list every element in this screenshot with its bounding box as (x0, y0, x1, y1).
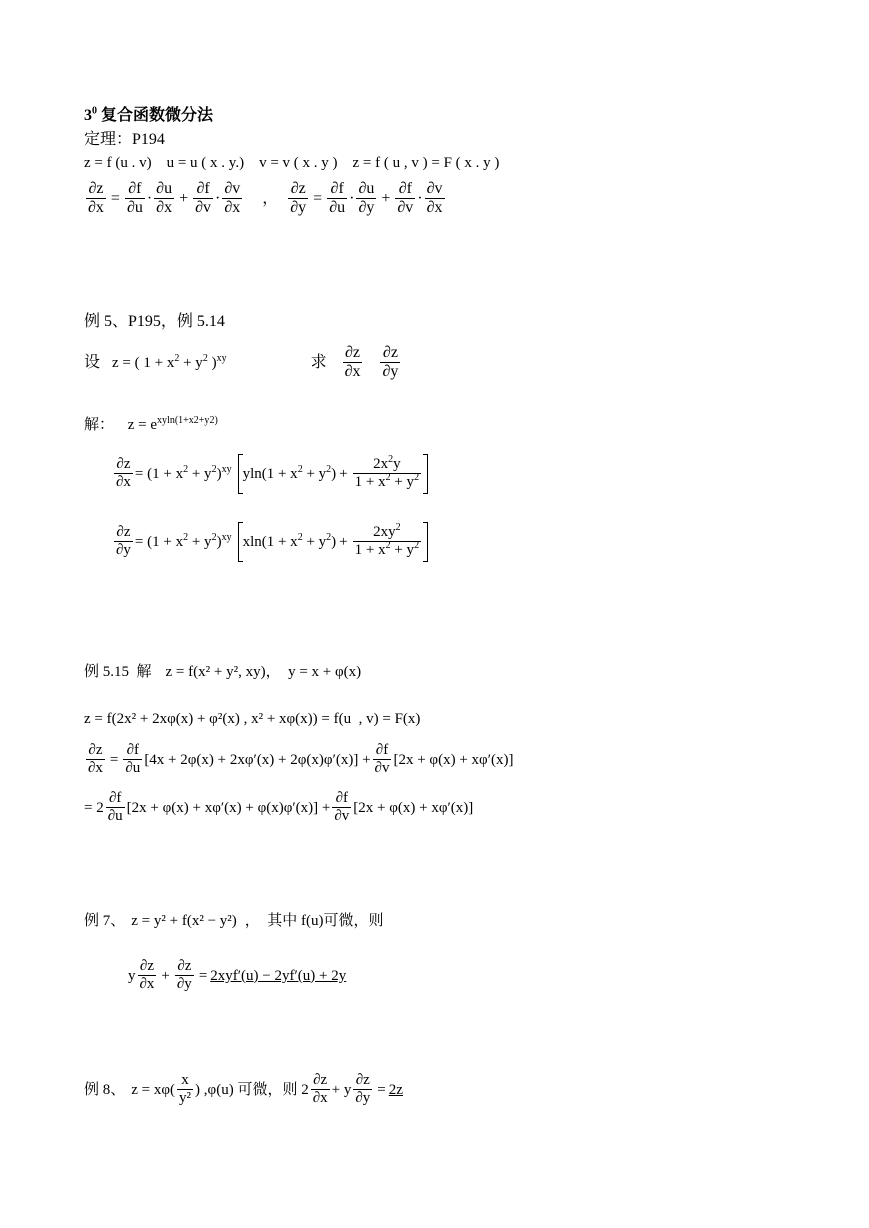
example-7-blank-answer: 2xyf′(u) − 2yf′(u) + 2y (210, 967, 347, 984)
example-5-solution-intro: 解： $z = e^{xyln(1+x2+y2)}$ (84, 415, 218, 433)
example-8-problem: 例 8、 z = xφ( $\frac{x}{\text{y²}}$ ) ,φ(u) 可微，则 2 $\frac{\partial z}{\partial x}$ + y $\frac{\partial z}{\partial y}$ = 2z (84, 1072, 403, 1107)
example-7-answer: y $\frac{\partial z}{\partial x}$ + $\frac{\partial z}{\partial y}$ = 2xyf′(u) − 2yf′(u) + 2y (128, 958, 347, 993)
theorem-ref: 定理：P194 (84, 131, 165, 148)
example-515-substitution: z = f(2x² + 2xφ(x) + φ²(x) , x² + xφ(x)) = f(u , v) = F(x) (84, 711, 421, 727)
example-5-dz-dy: $\frac{\partial z}{\partial y}$ = $(1 + x^2 + y^2)^{xy}$ $xln(1 + x^2 + y^2)$ + $\frac{2xy^2}{1 + x^2 + y^2}$ (112, 522, 428, 562)
example-515-result: = 2 $\frac{\partial f}{\partial u}$ [2x + φ(x) + xφ′(x) + φ(x)φ′(x)] + $\frac{\partial f}{\partial v}$ [2x + φ(x) + xφ′(x)] (84, 790, 474, 825)
example-5-dz-dx: $\frac{\partial z}{\partial x}$ = $(1 + x^2 + y^2)^{xy}$ $yln(1 + x^2 + y^2)$ + $\frac{2x^2y}{1 + x^2 + y^2}$ (112, 454, 428, 494)
chain-rule-formula: $\frac{\partial z}{\partial x}$ = $\frac{\partial f}{\partial u}$ · $\frac{\partial u}{\partial x}$ + $\frac{\partial f}{\partial v}$ · $\frac{\partial v}{\partial x}$ ， $\frac{\partial z}{\partial y}$ = $\frac{\partial f}{\partial u}$ · $\frac{\partial u}{\partial y}$ + $\frac{\partial f}{\partial v}$ · $\frac{\partial v}{\partial x}$ (88, 180, 443, 217)
example-515-header: 例 5.15 解 z = f(x² + y², xy)， y = x + φ(x) (84, 664, 362, 680)
example-515-derivative: $\frac{\partial z}{\partial x}$ = $\frac{\partial f}{\partial u}$ [4x + 2φ(x) + 2xφ′(x) + 2φ(x)φ′(x)] + $\frac{\partial f}{\partial v}$ [2x + φ(x) + xφ′(x)] (88, 742, 514, 777)
example-5-header: 例 5、P195，例 5.14 (84, 313, 225, 330)
example-5-problem: 设 z = ( $1 + x^2 + y^2$ )$^{xy}$ 求 $\frac{\partial z}{\partial x}$ $\frac{\partial z}{\partial y}$ (84, 344, 399, 381)
function-definitions: z = f (u . v) u = u ( x . y.) v = v ( x . y ) z = f ( u , v ) = F ( x . y ) (84, 155, 500, 171)
example-7-problem: 例 7、 z = y² + f(x² − y²) ， 其中 f(u)可微，则 (84, 913, 384, 929)
example-8-blank-answer: 2z (388, 1081, 403, 1098)
section-title: $3^0$ 复合函数微分法 (84, 105, 214, 124)
